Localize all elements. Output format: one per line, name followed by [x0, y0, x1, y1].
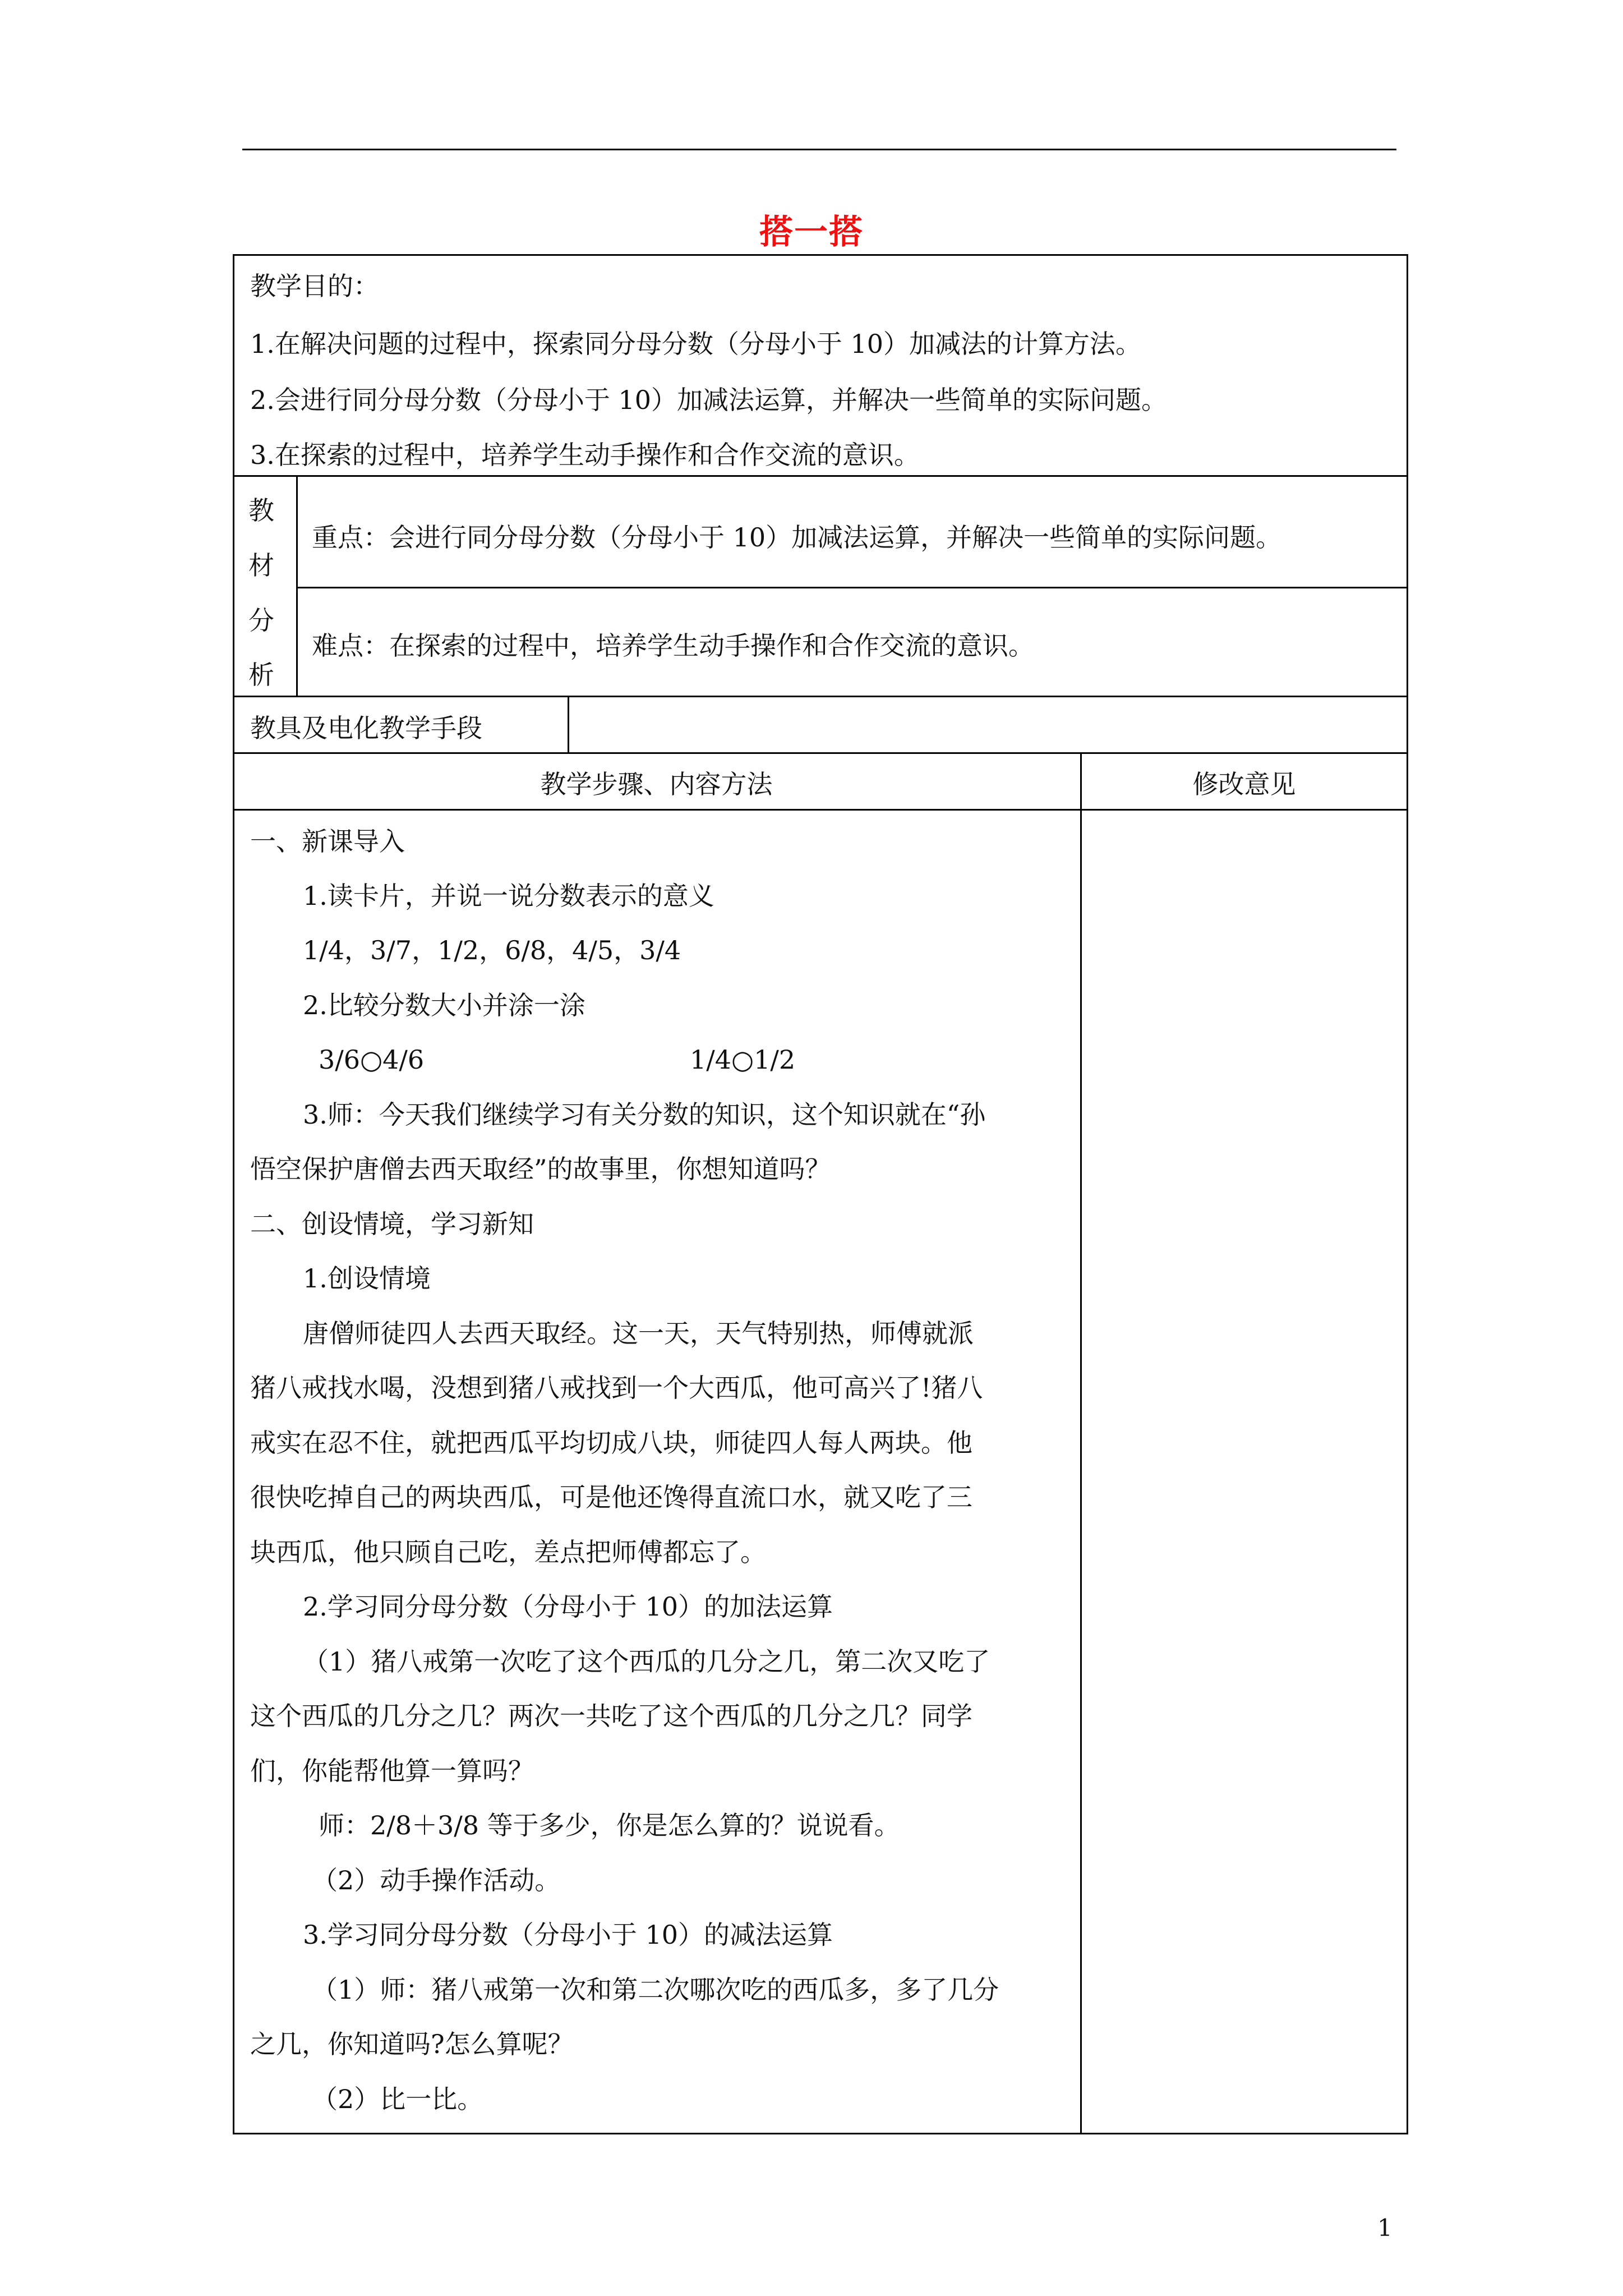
objective-item: 3.在探索的过程中，培养学生动手操作和合作交流的意识。 — [250, 440, 920, 470]
step-line: 块西瓜，他只顾自己吃，差点把师傅都忘了。 — [250, 1537, 766, 1567]
revision-notes-area — [1082, 811, 1407, 2133]
step-line: 之几，你知道吗?怎么算呢？ — [250, 2029, 574, 2059]
step-line: （1）猪八戒第一次吃了这个西瓜的几分之几，第二次又吃了 — [303, 1646, 990, 1677]
step-line: 师：2/8＋3/8 等于多少，你是怎么算的？说说看。 — [319, 1810, 900, 1841]
objective-item: 1.在解决问题的过程中，探索同分母分数（分母小于 10）加减法的计算方法。 — [250, 329, 1142, 359]
step-line: 1/4○1/2 — [690, 1045, 796, 1075]
objectives-heading: 教学目的： — [250, 271, 379, 301]
step-line: 很快吃掉自己的两块西瓜，可是他还馋得直流口水，就又吃了三 — [250, 1482, 972, 1512]
revision-column-header: 修改意见 — [1192, 769, 1296, 799]
step-line: （2）比一比。 — [312, 2084, 483, 2114]
step-line: 唐僧师徒四人去西天取经。这一天，天气特别热，师傅就派 — [303, 1318, 974, 1349]
step-line: 们，你能帮他算一算吗？ — [250, 1756, 534, 1786]
page-number: 1 — [1377, 2214, 1393, 2242]
objective-item: 2.会进行同分母分数（分母小于 10）加减法运算，并解决一些简单的实际问题。 — [250, 385, 1168, 415]
analysis-label-char: 析 — [248, 660, 274, 690]
header-rule — [242, 149, 1396, 150]
step-line: 3/6○4/6 — [319, 1045, 425, 1075]
step-line: 1.读卡片，并说一说分数表示的意义 — [303, 881, 714, 911]
difficulty-point: 难点：在探索的过程中，培养学生动手操作和合作交流的意识。 — [312, 631, 1034, 661]
divider-analysis-bottom — [233, 696, 1408, 697]
analysis-label-char: 分 — [248, 605, 274, 636]
step-line: 猪八戒找水喝，没想到猪八戒找到一个大西瓜，他可高兴了!猪八 — [250, 1373, 983, 1403]
step-line: 3.学习同分母分数（分母小于 10）的减法运算 — [303, 1920, 833, 1950]
step-line: 戒实在忍不住，就把西瓜平均切成八块，师徒四人每人两块。他 — [250, 1428, 972, 1458]
step-line: （1）师：猪八戒第一次和第二次哪次吃的西瓜多，多了几分 — [312, 1975, 999, 2005]
document-title: 搭一搭 — [759, 213, 864, 252]
step-line: 1.创设情境 — [303, 1263, 431, 1294]
step-line: 2.比较分数大小并涂一涂 — [303, 990, 585, 1020]
divider-keypoint-bottom — [296, 587, 1408, 588]
step-line: 这个西瓜的几分之几？两次一共吃了这个西瓜的几分之几？同学 — [250, 1701, 972, 1731]
divider-analysis-label — [296, 475, 298, 696]
step-line: 1/4，3/7，1/2，6/8，4/5，3/4 — [303, 935, 681, 965]
step-line: 2.学习同分母分数（分母小于 10）的加法运算 — [303, 1591, 833, 1622]
divider-tools-label — [568, 696, 569, 752]
divider-objectives-bottom — [233, 475, 1408, 477]
step-line: 3.师：今天我们继续学习有关分数的知识，这个知识就在“孙 — [303, 1099, 986, 1130]
divider-tools-bottom — [233, 752, 1408, 754]
step-line: 二、创设情境，学习新知 — [250, 1209, 534, 1239]
tools-label: 教具及电化教学手段 — [250, 713, 482, 743]
analysis-label-char: 材 — [248, 550, 274, 581]
step-line: 悟空保护唐僧去西天取经”的故事里，你想知道吗？ — [250, 1154, 831, 1184]
analysis-label-char: 教 — [248, 495, 274, 526]
step-line: 一、新课导入 — [250, 826, 405, 857]
key-point: 重点：会进行同分母分数（分母小于 10）加减法运算，并解决一些简单的实际问题。 — [312, 522, 1282, 553]
step-line: （2）动手操作活动。 — [312, 1865, 561, 1895]
steps-column-header: 教学步骤、内容方法 — [540, 769, 773, 799]
